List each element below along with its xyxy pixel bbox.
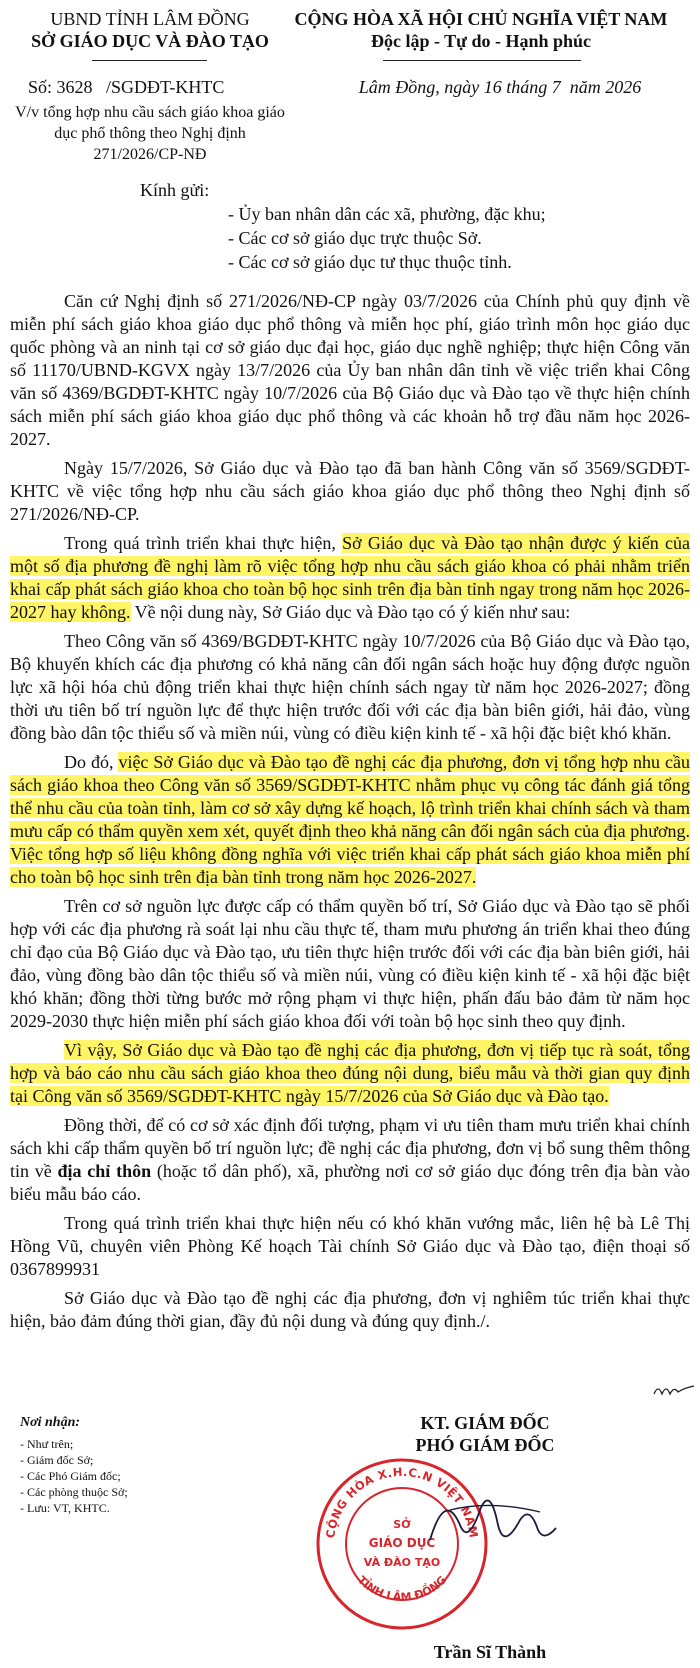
seal-outer-text: CỘNG HÒA X.H.C.N VIỆT NAM	[323, 1464, 481, 1540]
recipient-line: - Các cơ sở giáo dục tư thục thuộc tỉnh.	[228, 252, 512, 272]
paragraph-supplement	[10, 1114, 690, 1206]
paragraph-clarification	[10, 751, 690, 889]
issuing-agency-block	[0, 8, 300, 52]
signer-name: Trần Sĩ Thành	[433, 1642, 547, 1662]
paragraph-text: (hoặc tổ dân phố), xã, phường nơi cơ sở giáo dục đóng trên địa bàn vào biểu mẫu báo cáo.	[10, 1161, 690, 1204]
paragraph-request	[10, 1039, 690, 1108]
signature-title-1: KT. GIÁM ĐỐC	[420, 1413, 550, 1433]
signature-titles	[360, 1412, 610, 1456]
national-title-block	[268, 8, 694, 52]
national-motto: Độc lập - Tự do - Hạnh phúc	[370, 31, 592, 51]
highlighted-text: Sở Giáo dục và Đào tạo nhận được ý kiến của một số địa phương đề nghị làm rõ việc tổng hợp nhu cầu sách giáo khoa có phải nhằm triển khai cấp phát sách giáo khoa cho toàn bộ học sinh trên địa bàn tỉnh ngay trong năm học 2026-2027 hay không.	[10, 533, 690, 622]
handwritten-initials	[652, 1380, 696, 1400]
document-date: Lâm Đồng, ngày 16 tháng 7 năm 2026	[358, 77, 642, 97]
nation-title: CỘNG HÒA XÃ HỘI CHỦ NGHĨA VIỆT NAM	[294, 9, 668, 29]
bold-text: địa chỉ thôn	[57, 1161, 152, 1181]
highlighted-text: Vì vậy, Sở Giáo dục và Đào tạo đề nghị các địa phương, đơn vị tiếp tục rà soát, tổng hợp và báo cáo nhu cầu sách giáo khoa theo đúng nội dung, biểu mẫu và thời gian quy định tại Công văn số 3569/SGDĐT-KHTC ngày 15/7/2026 của Sở Giáo dục và Đào tạo.	[10, 1040, 690, 1106]
seal-bottom-text: TỈNH LÂM ĐỒNG	[355, 1573, 450, 1604]
recipient-line: - Các cơ sở giáo dục trực thuộc Sở.	[228, 228, 482, 248]
department-name: SỞ GIÁO DỤC VÀ ĐÀO TẠO	[31, 31, 269, 51]
highlighted-text: việc Sở Giáo dục và Đào tạo đề nghị các địa phương, đơn vị tổng hợp nhu cầu sách giáo khoa theo Công văn số 3569/SGDĐT-KHTC nhằm phục vụ công tác đánh giá tổng thể nhu cầu của toàn tỉnh, làm cơ sở xây dựng kế hoạch, lộ trình triển khai chính sách và tham mưu cấp có thẩm quyền xem xét, quyết định theo khả năng cân đối ngân sách của địa phương. Việc tổng hợp số liệu không đồng nghĩa với việc triển khai cấp phát sách giáo khoa miễn phí cho toàn bộ học sinh trên địa bàn tỉnh trong năm học 2026-2027.	[10, 752, 691, 887]
paragraph-legal-basis: Căn cứ Nghị định số 271/2026/NĐ-CP ngày 03/7/2026 của Chính phủ quy định về miễn phí sách giáo khoa giáo dục phổ thông và miễn học phí, giáo trình môn học giáo dục quốc phòng và an ninh tại cơ sở giáo dục đại học, giáo dục nghề nghiệp; thực hiện Công văn số 11170/UBND-KGVX ngày 13/7/2026 của Ủy ban nhân dân tỉnh về việc triển khai Công văn số 4369/BGDĐT-KHTC ngày 10/7/2026 của Bộ Giáo dục và Đào tạo về thực hiện chính sách miễn phí sách giáo khoa giáo dục phổ thông và các khoản hỗ trợ đầu năm học 2026-2027.	[10, 291, 690, 449]
paragraph-closing: Sở Giáo dục và Đào tạo đề nghị các địa phương, đơn vị nghiêm túc triển khai thực hiện, bảo đảm đúng thời gian, đầy đủ nội dung và đúng quy định./.	[10, 1288, 690, 1331]
agency-name: UBND TỈNH LÂM ĐỒNG	[50, 9, 250, 29]
document-number: Số: 3628 /SGDĐT-KHTC	[28, 77, 225, 97]
recipients-title: Nơi nhận:	[20, 1415, 81, 1430]
recipient-line: - Ủy ban nhân dân các xã, phường, đặc khu;	[228, 204, 546, 224]
handwritten-signature	[420, 1470, 560, 1580]
paragraph-plan: Trên cơ sở nguồn lực được cấp có thẩm quyền bố trí, Sở Giáo dục và Đào tạo sẽ phối hợp với các địa phương rà soát lại nhu cầu thực tế, tham mưu phương án triển khai theo đúng chỉ đạo của Bộ Giáo dục và Đào tạo, ưu tiên thực hiện trước đối với các địa bàn biên giới, hải đảo, vùng đồng bào dân tộc thiểu số và miền núi, vùng có điều kiện kinh tế - xã hội đặc biệt khó khăn; đồng thời từng bước mở rộng phạm vi thực hiện, phấn đấu bảo đảm từ năm học 2029-2030 thực hiện miễn phí sách giáo khoa đối với toàn bộ học sinh theo quy định.	[10, 896, 690, 1031]
header-right-rule	[383, 60, 581, 61]
recipient-item: - Giám đốc Sở;	[20, 1453, 94, 1467]
greeting-label: Kính gửi:	[140, 180, 210, 200]
paragraph-feedback	[10, 532, 690, 624]
header-left-rule	[92, 60, 207, 61]
paragraph-text: Đồng thời, để có cơ sở xác định đối tượng, phạm vi ưu tiên tham mưu triển khai chính sách khi cấp thẩm quyền bố trí nguồn lực; đề nghị các địa phương, đơn vị bổ sung thêm thông tin về	[10, 1115, 690, 1181]
document-subject: V/v tổng hợp nhu cầu sách giáo khoa giáo dục phổ thông theo Nghị định 271/2026/CP-NĐ	[15, 104, 285, 163]
recipient-item: - Như trên;	[20, 1437, 74, 1451]
paragraph-prior-dispatch: Ngày 15/7/2026, Sở Giáo dục và Đào tạo đã ban hành Công văn số 3569/SGDĐT-KHTC về việc tổng hợp nhu cầu sách giáo khoa giáo dục phổ thông theo Nghị định số 271/2026/NĐ-CP.	[10, 458, 690, 524]
letter-body	[10, 290, 690, 1339]
seal-center-line-2: GIÁO DỤC	[368, 1536, 436, 1550]
recipient-item: - Các Phó Giám đốc;	[20, 1469, 121, 1483]
paragraph-text: Về nội dung này, Sở Giáo dục và Đào tạo có ý kiến như sau:	[130, 602, 571, 622]
seal-center-line-1: SỞ	[393, 1518, 411, 1531]
paragraph-text: Trong quá trình triển khai thực hiện,	[64, 533, 343, 553]
paragraph-text: Do đó,	[64, 752, 119, 772]
paragraph-ministry-guidance: Theo Công văn số 4369/BGDĐT-KHTC ngày 10/7/2026 của Bộ Giáo dục và Đào tạo, Bộ khuyến khích các địa phương có khả năng cân đối ngân sách hoặc huy động được nguồn lực xã hội hóa chủ động triển khai thực hiện chính sách ngay từ năm học 2026-2027; đồng thời ưu tiên bố trí nguồn lực để thực hiện trước đối với các địa bàn biên giới, hải đảo, vùng đồng bào dân tộc thiểu số và miền núi, vùng có điều kiện kinh tế - xã hội đặc biệt khó khăn.	[10, 631, 690, 743]
recipient-item: - Các phòng thuộc Sở;	[20, 1485, 128, 1499]
paragraph-contact: Trong quá trình triển khai thực hiện nếu có khó khăn vướng mắc, liên hệ bà Lê Thị Hồng Vũ, chuyên viên Phòng Kế hoạch Tài chính Sở Giáo dục và Đào tạo, điện thoại số 0367899931	[10, 1213, 690, 1279]
recipients-list	[20, 1436, 128, 1516]
seal-center-line-3: VÀ ĐÀO TẠO	[363, 1556, 441, 1569]
recipient-item: - Lưu: VT, KHTC.	[20, 1501, 110, 1515]
signature-title-2: PHÓ GIÁM ĐỐC	[415, 1435, 555, 1455]
